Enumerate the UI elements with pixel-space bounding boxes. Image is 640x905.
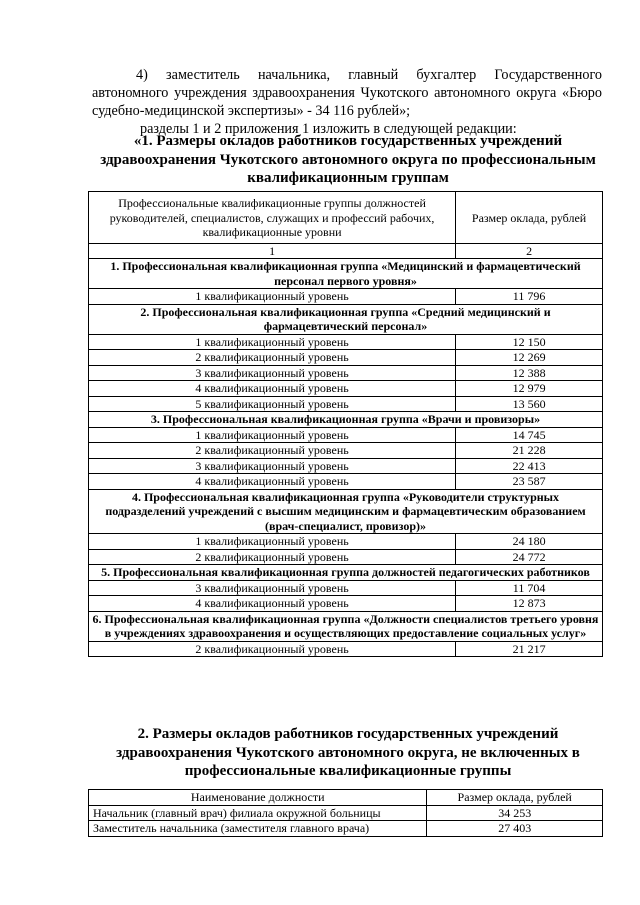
- table-row: [89, 381, 603, 397]
- salary-value: 22 413: [456, 458, 603, 474]
- group-title: 2. Профессиональная квалификационная группа «Средний медицинский и фармацевтический персонал»: [89, 304, 603, 334]
- qualification-level: 1 квалификационный уровень: [89, 334, 456, 350]
- salary-value: 34 253: [427, 805, 603, 821]
- group-header-row: [89, 565, 603, 581]
- col1-header: Наименование должности: [89, 790, 427, 806]
- qualification-level: 2 квалификационный уровень: [89, 443, 456, 459]
- salary-value: 21 217: [456, 641, 603, 657]
- table-header-row: [89, 192, 603, 244]
- salary-value: 12 979: [456, 381, 603, 397]
- group-title: 4. Профессиональная квалификационная группа «Руководители структурных подразделений учреждений с высшим медицинским и фармацевтическим образованием (врач-специалист, провизор)»: [89, 489, 603, 534]
- salary-value: 11 704: [456, 580, 603, 596]
- salary-value: 12 873: [456, 596, 603, 612]
- section2-table: [88, 789, 603, 837]
- salary-value: 24 180: [456, 534, 603, 550]
- qualification-level: 1 квалификационный уровень: [89, 427, 456, 443]
- table-row: [89, 641, 603, 657]
- table-row: [89, 427, 603, 443]
- position-name: Заместитель начальника (заместителя главного врача): [89, 821, 427, 837]
- salary-value: 11 796: [456, 289, 603, 305]
- table-row: [89, 549, 603, 565]
- table-row: [89, 534, 603, 550]
- qualification-level: 3 квалификационный уровень: [89, 580, 456, 596]
- table-row: [89, 805, 603, 821]
- salary-value: 14 745: [456, 427, 603, 443]
- qualification-level: 3 квалификационный уровень: [89, 365, 456, 381]
- intro-item-4: 4) заместитель начальника, главный бухгалтер Государственного автономного учреждения здравоохранения Чукотского автономного округа «Бюро судебно-медицинской экспертизы» - 34 116 рублей»;: [92, 67, 602, 119]
- intro-sections-note: разделы 1 и 2 приложения 1 изложить в следующей редакции:: [140, 121, 517, 137]
- salary-value: 12 388: [456, 365, 603, 381]
- col2-header: Размер оклада, рублей: [427, 790, 603, 806]
- section2-title: 2. Размеры окладов работников государственных учреждений здравоохранения Чукотского автономного округа, не включенных в профессиональные квалификационные группы: [116, 726, 580, 779]
- col2-number: 2: [456, 243, 603, 259]
- table-row: [89, 580, 603, 596]
- group-header-row: [89, 412, 603, 428]
- salary-value: 12 150: [456, 334, 603, 350]
- group-title: 5. Профессиональная квалификационная группа должностей педагогических работников: [89, 565, 603, 581]
- group-header-row: [89, 259, 603, 289]
- qualification-level: 1 квалификационный уровень: [89, 534, 456, 550]
- salary-value: 23 587: [456, 474, 603, 490]
- col2-header: Размер оклада, рублей: [456, 192, 603, 244]
- qualification-level: 5 квалификационный уровень: [89, 396, 456, 412]
- salary-value: 27 403: [427, 821, 603, 837]
- table-row: [89, 821, 603, 837]
- qualification-level: 2 квалификационный уровень: [89, 350, 456, 366]
- table-row: [89, 396, 603, 412]
- qualification-level: 3 квалификационный уровень: [89, 458, 456, 474]
- group-title: 3. Профессиональная квалификационная группа «Врачи и провизоры»: [89, 412, 603, 428]
- section1-table: [88, 191, 603, 657]
- group-title: 1. Профессиональная квалификационная группа «Медицинский и фармацевтический персонал первого уровня»: [89, 259, 603, 289]
- qualification-level: 2 квалификационный уровень: [89, 549, 456, 565]
- salary-value: 13 560: [456, 396, 603, 412]
- table-header-row: [89, 790, 603, 806]
- group-header-row: [89, 489, 603, 534]
- salary-value: 21 228: [456, 443, 603, 459]
- table-row: [89, 289, 603, 305]
- table-row: [89, 350, 603, 366]
- section1-title: «1. Размеры окладов работников государственных учреждений здравоохранения Чукотского автономного округа по профессиональным квалификационным группам: [100, 133, 596, 186]
- table-row: [89, 365, 603, 381]
- group-header-row: [89, 611, 603, 641]
- col1-number: 1: [89, 243, 456, 259]
- table-row: [89, 474, 603, 490]
- table-row: [89, 596, 603, 612]
- qualification-level: 4 квалификационный уровень: [89, 596, 456, 612]
- position-name: Начальник (главный врач) филиала окружной больницы: [89, 805, 427, 821]
- salary-value: 24 772: [456, 549, 603, 565]
- salary-value: 12 269: [456, 350, 603, 366]
- table-row: [89, 458, 603, 474]
- qualification-level: 2 квалификационный уровень: [89, 641, 456, 657]
- column-number-row: [89, 243, 603, 259]
- qualification-level: 4 квалификационный уровень: [89, 381, 456, 397]
- qualification-level: 4 квалификационный уровень: [89, 474, 456, 490]
- col1-header: Профессиональные квалификационные группы должностей руководителей, специалистов, служащих и профессий рабочих, квалификационные уровни: [89, 192, 456, 244]
- group-header-row: [89, 304, 603, 334]
- qualification-level: 1 квалификационный уровень: [89, 289, 456, 305]
- group-title: 6. Профессиональная квалификационная группа «Должности специалистов третьего уровня в учреждениях здравоохранения и осуществляющих предоставление социальных услуг»: [89, 611, 603, 641]
- table-row: [89, 334, 603, 350]
- table-row: [89, 443, 603, 459]
